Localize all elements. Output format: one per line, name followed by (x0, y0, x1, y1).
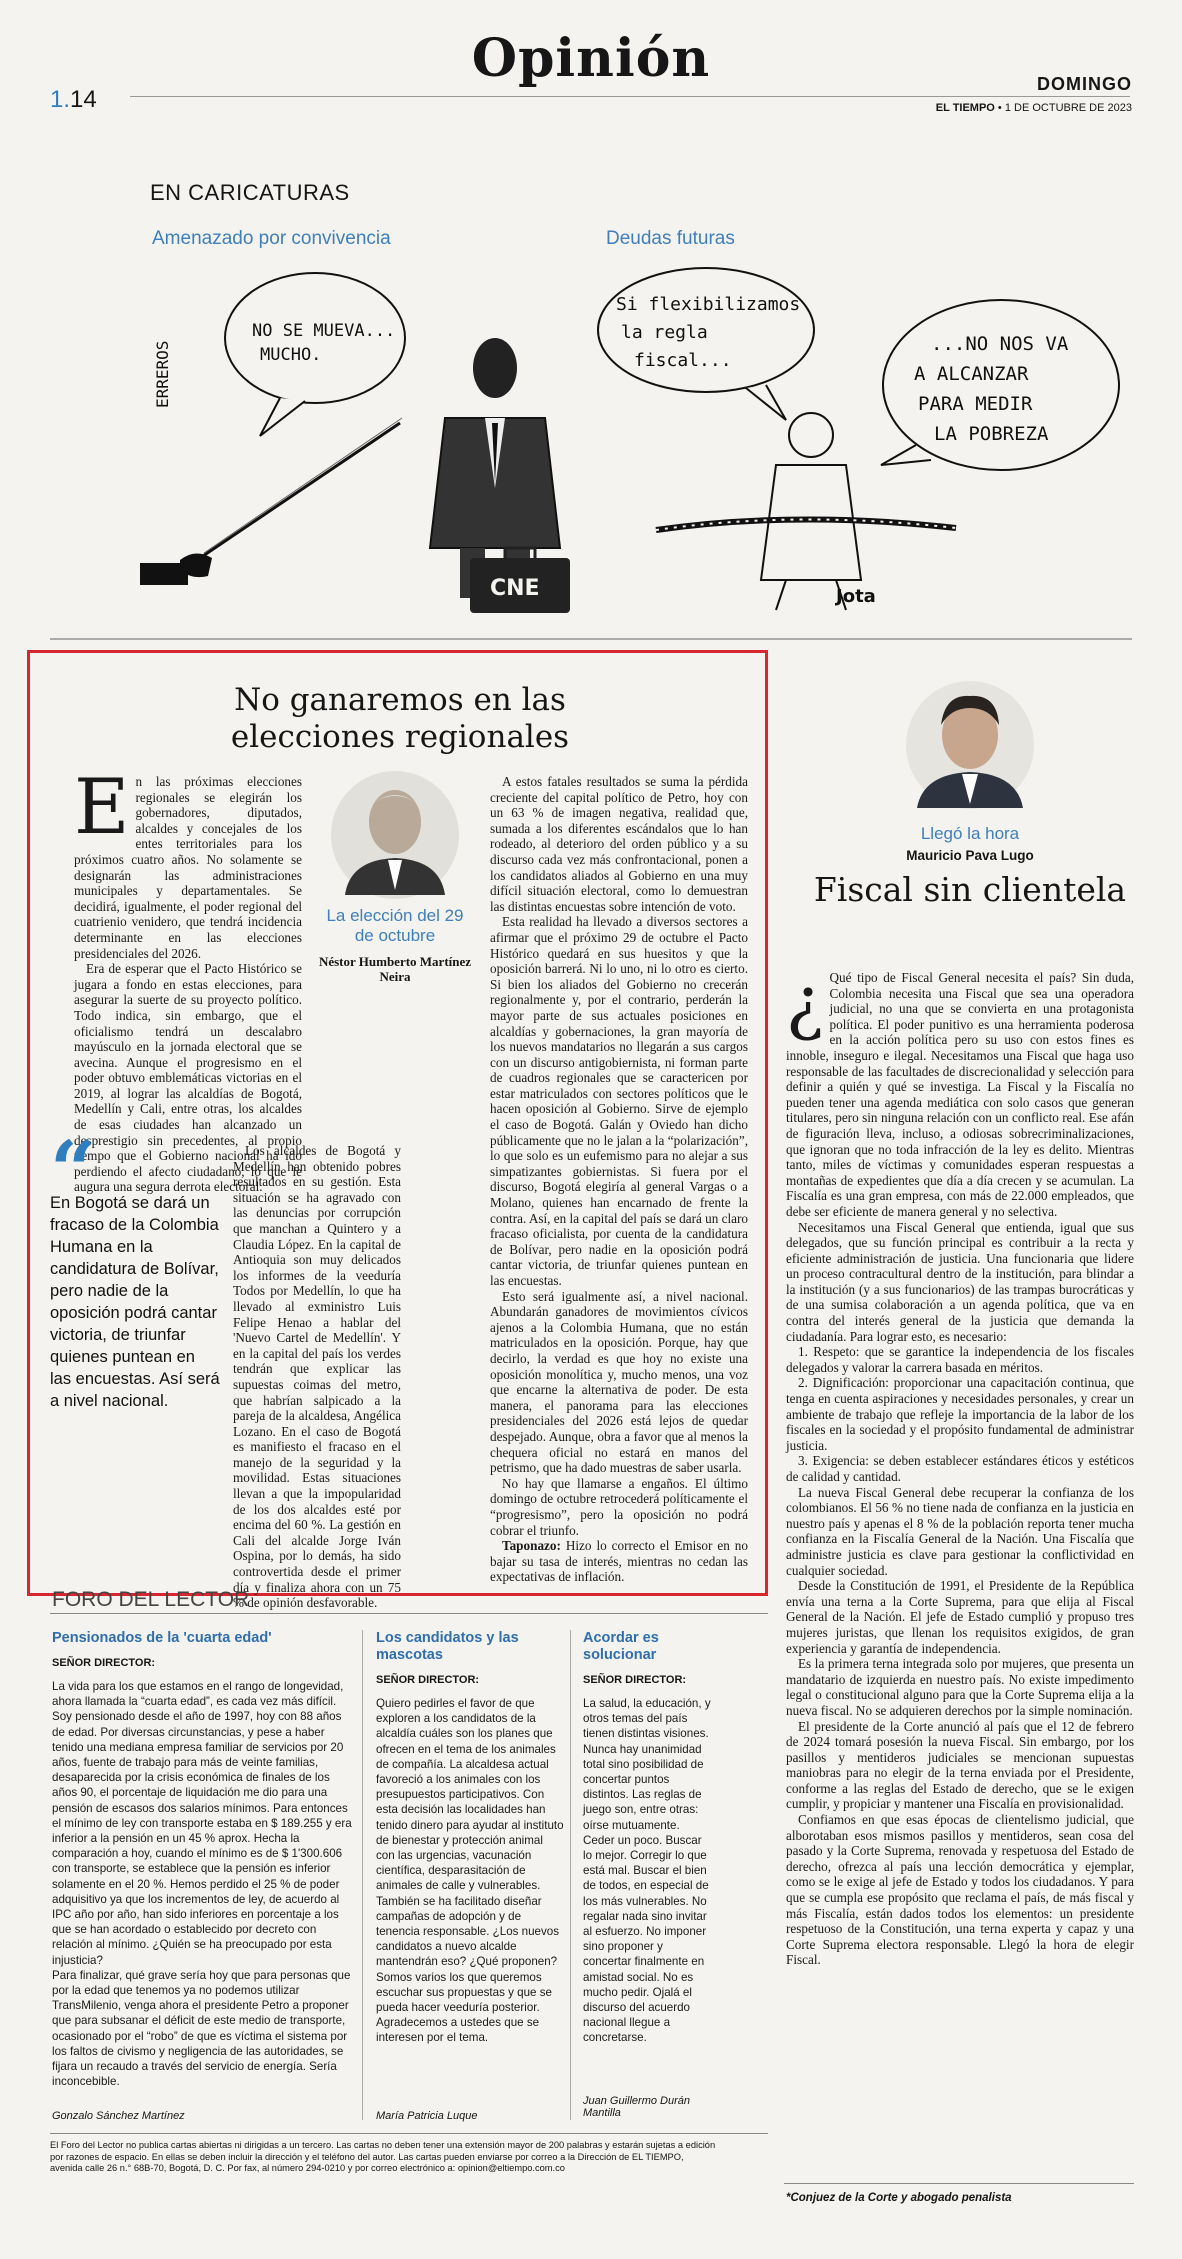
letter-1-signature: Gonzalo Sánchez Martínez (52, 2110, 185, 2122)
main-author-block (315, 770, 475, 984)
right-footnote: *Conjuez de la Corte y abogado penalista (786, 2192, 1012, 2204)
right-author-block (880, 680, 1060, 863)
pull-quote: En Bogotá se dará un fracaso de la Colombia Humana en la candidatura de Bolívar, pero nadie de la oposición podrá cantar victoria, de triunfar quienes puntean en las encuestas. Así será a nivel nacional. (50, 1194, 220, 1410)
cartoon-right-drawing (596, 260, 1136, 620)
main-article-col-1 (74, 762, 302, 1195)
right-para-6: La nueva Fiscal General debe recuperar la confianza de los colombianos. El 56 % no tiene nada de confianza en la justicia en nuestro país y apenas el 8 % de la población reporta tener mucha confianza en la Fiscalía General de la Nación. Una Fiscalía que administre justicia es clave para gestionar la conflictividad en cualquier sociedad. (786, 1484, 1134, 1578)
cartoon-left-signature: ERREROS (153, 340, 172, 408)
speech-right-line-4: LA POBREZA (934, 423, 1049, 445)
cartoon-right (596, 260, 1136, 620)
letter-3 (583, 1630, 713, 2046)
right-para-4: 2. Dignificación: proporcionar una capacitación continua, que tenga en cuenta aspiraciones y necesidades personales, y crear un ambiente de trabajo que refleje la importancia de la labor de los fiscales en la sociedad y el propósito fundamental de administrar justicia. (786, 1375, 1134, 1453)
cartoon-right-signature: Jota (836, 586, 876, 607)
main-author-photo (330, 770, 460, 900)
main-col3-para-2: Esta realidad ha llevado a diversos sectores a afirmar que el próximo 29 de octubre el Pacto Histórico quedará en sus huesitos y que la oposición barrerá. Ni lo uno, ni lo otro es cierto. Si bien los aliados del Gobierno no crecerán regionalmente y, por el contrario, perderán la mayor parte de sus actuales posiciones en alcaldías y gobernaciones, la gran mayoría de los nuevos mandatarios no llegarán a sus cargos con un discurso antigobiernista, ni forman parte de cuadros regionales que se caractericen por estar matriculados con sectores políticos que le hacen oposición al Gobierno. Sirve de ejemplo el caso de Bogotá. Galán y Oviedo han dicho públicamente que no le jalan a la “polarización”, lo que solo es un eufemismo para no alejar a sus simpatizantes gobiernistas. Si fuera por el discurso, Bogotá elegiría al general Vargas o a Molano, quienes han encarnado de frente la contra. Así, en la capital del país se dará un claro fracaso oficialista, por cuenta de la candidatura de Bolívar, pero nadie en la oposición podrá cantar victoria, de triunfar quienes puntean en las encuestas. (490, 914, 748, 1288)
main-dropcap: E (74, 762, 130, 851)
cartoons-heading: EN CARICATURAS (150, 180, 350, 205)
speech-right-line-1: ...NO NOS VA (931, 333, 1069, 355)
speech-left-line-1: Si flexibilizamos (616, 294, 801, 315)
speech-line-1: NO SE MUEVA... (252, 321, 396, 341)
right-article-body (786, 962, 1134, 1968)
letter-2-body: Quiero pedirles el favor de que exploren a los candidatos de la alcaldía cuáles son los planes que ofrecen en el tema de los animales de compañía. La alcaldesa actual favoreció a los animales con los presupuestos participativos. Con esta decisión las localidades han tenido dinero para ayudar al instituto de bienestar y protección animal con las urgencias, vacunación científica, desparasitación de animales de calle y vulnerables. También se ha facilitado diseñar campañas de adopción y de tenencia responsable. ¿Los nuevos candidatos a nuevo alcalde mantendrán eso? ¿Qué proponen? Somos varios los que queremos escuchar sus propuestas y que se pueda hacer veeduría posterior. Agradecemos a ustedes que se interesen por el tema. (376, 1697, 564, 2045)
main-author-name: Néstor Humberto Martínez Neira (318, 954, 472, 984)
right-para-3: 1. Respeto: que se garantice la independencia de los fiscales delegados y valorar la carrera basada en méritos. (786, 1344, 1134, 1375)
right-author-label: Llegó la hora (920, 824, 1020, 843)
speech-left-line-3: fiscal... (634, 350, 732, 371)
weekday: DOMINGO (1037, 74, 1132, 94)
letters-heading: FORO DEL LECTOR (52, 1588, 250, 1611)
cartoon-right-title: Deudas futuras (606, 228, 735, 249)
newspaper-name: EL TIEMPO (935, 102, 995, 114)
main-col1-para-1: n las próximas elecciones regionales se elegirán los gobernadores, diputados, alcaldes y concejales de los entes territoriales para los próximos cuatro años. No solamente se designarán las administraciones municipales y departamentales. Se decidirá, igualmente, el poder regional del cuatrienio venidero, que tendrá incidencia determinante en las elecciones presidenciales del 2026. (74, 774, 302, 961)
section-title: Opinión (471, 28, 711, 89)
briefcase-label: CNE (490, 576, 540, 601)
quote-mark-icon: “ (50, 1123, 97, 1217)
right-para-7: Desde la Constitución de 1991, el Presidente de la República envía una terna a la Corte Suprema, para que elija al Fiscal General de la Nación. El jefe de Estado cumplió y propuso tres mujeres juristas, que llenan los requisitos exigidos, de gran experiencia y garantía de independencia. (786, 1578, 1134, 1656)
letters-divider-1 (362, 1630, 363, 2120)
letters-rule (50, 1613, 768, 1614)
main-col2-para-1: Los alcaldes de Bogotá y Medellín han obtenido pobres resultados en su gestión. Esta situación se ha agravado con las denuncias por corrupción que manchan a Quintero y a Claudia López. En la capital de Antioquia son muy delicados los informes de la veeduría Todos por Medellín, lo que ha llevado al exministro Luis Felipe Henao a hablar del 'Nuevo Cartel de Medellín'. Y en la capital del país los verdes tendrán que explicar las supuestas coimas del metro, que habrían salpicado a la pareja de la alcaldesa, Angélica Lozano. En el caso de Bogotá es manifiesto el fracaso en el manejo de la seguridad y la movilidad. Estas situaciones llevan a que la impopularidad de los dos alcaldes esté por encima del 60 %. La gestión en Cali del alcalde Jorge Iván Ospina, por lo demás, ha sido controvertida desde el primer día y finaliza ahora con un 75 % de opinión desfavorable. (233, 1143, 401, 1611)
letter-2-signature: María Patricia Luque (376, 2110, 478, 2122)
letter-1-title: Pensionados de la 'cuarta edad' (52, 1630, 272, 1646)
right-para-8: Es la primera terna integrada solo por mujeres, que presenta un mandatario de izquierda en nuestro país. No existe impedimento legal o constitucional alguno para que la Corte Suprema elija a la nueva fiscal. No se adquieren derechos por la simple nominación. (786, 1656, 1134, 1718)
main-author-label: La elección del 29 de octubre (326, 906, 464, 945)
letters-divider-2 (570, 1630, 571, 2120)
letter-2-salutation: SEÑOR DIRECTOR: (376, 1674, 480, 1686)
letter-1-body: La vida para los que estamos en el rango de longevidad, ahora llamada la “cuarta edad”, es cada vez más difícil. Soy pensionado desde el año de 1997, hoy con 88 años de edad. Por diversas circunstancias, y pese a haber tenido una mediana empresa familiar de servicios por 20 años, fuente de trabajo para más de veinte familias, desaparecida por la crisis económica de finales de los años 90, el porcentaje de liquidación me dio para una pensión de escasos dos salarios mínimos. Para entonces el mínimo de ley con transporte estaba en $ 189.255 y era inferior a la pensión en un 45 % aprox. Hecha la comparación a hoy, cuando el mínimo es de $ 1'300.606 con transporte, se establece que la pensión es inferior solamente en el 20 %. Hemos perdido el 25 % de poder adquisitivo ya que los incrementos de ley, de acuerdo al IPC año por año, han sido inferiores en porcentaje a los que se han acordado o establecido por decreto con relación al mínimo. ¿Quién se ha preocupado por esta injusticia? (52, 1680, 352, 1967)
right-para-9: El presidente de la Corte anunció al país que el 12 de febrero de 2024 tomará posesión la nueva Fiscal. Sin embargo, por los pasillos y mentideros judiciales se mencionan supuestas maniobras para no elegir de la terna enviada por el Presidente, conforme a las reglas del Estado de derecho, que se le exigen cumplir, y propiciar y mantener una Fiscalía en provisionalidad. (786, 1718, 1134, 1812)
main-article-col-3 (490, 774, 748, 1585)
right-para-5: 3. Exigencia: se deben establecer estándares éticos y estéticos de calidad y cantidad. (786, 1453, 1134, 1484)
letter-1-body-2: Para finalizar, qué grave sería hoy que para personas que por la edad que tenemos ya no podemos utilizar TransMilenio, venga ahora el presidente Petro a proponer que para subsanar el déficit de este medio de transporte, ocasionado por el “robo” de que es víctima el sistema por los faltos de civismo y negligencia de las autoridades, se fijara un recaudo a través del servicio de energía. Sería inconcebible. (52, 1968, 351, 2089)
date: • 1 DE OCTUBRE DE 2023 (994, 102, 1132, 114)
right-para-10: Confiamos en que esas épocas de clientelismo judicial, que alborotaban esos mismos pasillos y mentideros, sean cosa del pasado y la Corte Suprema, renovada y respetuosa del Estado de derecho, ofrezca al país una lección democrática y ejemplar, como se le exige al jefe de Estado y todos los ciudadanos. Y para que se cumpla ese propósito que reclama el país, de más fiscal y más Fiscalía, están dados todos los elementos: un presidente respetuoso de la Constitución, una terna experta y capaz y una Corte Suprema electora responsable. Llegó la hora de elegir Fiscal. (786, 1812, 1134, 1968)
right-footnote-rule (784, 2183, 1134, 2184)
cartoon-left-title: Amenazado por convivencia (152, 228, 391, 249)
right-article-title: Fiscal sin clientela (813, 870, 1127, 909)
speech-right-line-2: A ALCANZAR (914, 363, 1029, 385)
right-dropcap: ¿ (786, 962, 824, 1044)
page-number: 1.14 (50, 86, 97, 113)
main-article-title: No ganaremos en las elecciones regionales (230, 682, 570, 755)
letter-2-title: Los candidatos y las mascotas (376, 1630, 519, 1663)
letter-1-salutation: SEÑOR DIRECTOR: (52, 1657, 156, 1669)
right-author-name: Mauricio Pava Lugo (906, 848, 1034, 863)
letter-3-salutation: SEÑOR DIRECTOR: (583, 1674, 687, 1686)
main-col3-para-3: Esto será igualmente así, a nivel nacional. Abundarán ganadores de movimientos cívicos ajenos a la Colombia Humana, que no están matriculados en la oposición. Porque, hay que decirlo, la verdad es que hoy no existe una oposición monolítica y, mucho menos, una voz que encarne la alternativa de poder. De esta manera, el panorama para las elecciones presidenciales del 2026 está lejos de quedar despejado. Aunque, obra a favor que al menos la chequera oficial no estará en manos del petrismo, que ha dado muestras de saber usarla. (490, 1288, 748, 1476)
main-col3-para-1: A estos fatales resultados se suma la pérdida creciente del capital político de Petro, hoy con un 63 % de imagen negativa, realidad que, sumada a los diferentes escándalos que lo han rodeado, al deterioro del orden público y a su discurso cada vez más confrontacional, ponen a los candidatos aliados al Gobierno en una muy difícil situación electoral, como lo demuestran las distintas encuestas sobre intención de voto. (490, 774, 748, 914)
cartoon-left-drawing (140, 258, 580, 618)
letter-3-body: La salud, la educación, y otros temas del país tienen distintas visiones. Nunca hay unanimidad total sino posibilidad de concertar puntos distintos. Las reglas de juego son, entre otras: oírse mutuamente. Ceder un poco. Buscar lo mejor. Corregir lo que está mal. Buscar el bien de todos, en especial de los más vulnerables. No regalar nada sino invitar al esfuerzo. No imponer sino proponer y concertar finalmente en amistad social. No es mucho pedir. Ojalá el discurso del acuerdo nacional llegue a concretarse. (583, 1697, 711, 2045)
right-para-1: Qué tipo de Fiscal General necesita el país? Sin duda, Colombia necesita una Fiscal que sea una operadora judicial, no una que se convierta en una protagonista política. El poder punitivo es una herramienta poderosa en la acción política pero su uso con estos fines es innoble, inseguro e ilegal. Necesitamos una Fiscal que haga uso responsable de las facultades de discrecionalidad y selección para definir a quién y qué se investiga. La Fiscal y la Fiscalía no pueden tener una agenda mediática con solo casos que generan titulares, pero sin ninguna relación con un conflicto real. Ese afán de figuración lleva, incluso, a odiosas sobrecriminalizaciones, que ignoran que no toda infracción de la ley es delito. Mientras tanto, miles de víctimas y comunidades esperan respuestas a montañas de expedientes que día a día crecen y se acumulan. La Fiscalía es una gran empresa, con más de 22.000 empleados, que debe ser eficiente de manera general y no selectiva. (786, 970, 1134, 1219)
letter-3-signature: Juan Guillermo Durán Mantilla (583, 2095, 690, 2119)
dateline (936, 102, 1132, 114)
main-col3-taponazo: Taponazo: Hizo lo correcto el Emisor en no bajar su tasa de interés, mientras no cedan las expectativas de inflación. (490, 1538, 748, 1585)
main-col1-para-2: Era de esperar que el Pacto Histórico se jugara a fondo en estas elecciones, para asegurar la suerte de su proyecto político. Todo indica, sin embargo, que el oficialismo tendrá un descalabro mayúsculo en la jornada electoral que se avecina. Aunque el progresismo en el poder obtuvo emblemáticas victorias en el 2019, al lograr las alcaldías de Bogotá, Medellín y Cali, entre otras, los alcaldes de esas ciudades han alcanzado un desprestigio sin precedentes, al propio tiempo que el Gobierno nacional ha ido perdiendo el afecto ciudadano, lo que le augura una segura derrota electoral. (74, 961, 302, 1195)
speech-line-2: MUCHO. (260, 345, 322, 365)
letters-footer: El Foro del Lector no publica cartas abiertas ni dirigidas a un tercero. Las cartas no deben tener una extensión mayor de 200 palabras y estarán sujetas a edición por razones de espacio. En ellas se deben incluir la dirección y el teléfono del autor. Las cartas pueden enviarse por correo a la Dirección de EL TIEMPO, avenida calle 26 n.° 68B-70, Bogotá, D. C. Por fax, al número 294-0210 y por correo electrónico a: opinion@eltiempo.com.co (50, 2140, 716, 2173)
right-author-photo (905, 680, 1035, 810)
main-col3-para-4: No hay que llamarse a engaños. El último domingo de octubre retrocederá políticamente el “progresismo”, pero la oposición no podrá cobrar el triunfo. (490, 1475, 748, 1538)
letter-2 (376, 1630, 564, 2046)
letter-1 (52, 1630, 357, 2089)
cartoon-left (140, 258, 580, 618)
speech-right-line-3: PARA MEDIR (918, 393, 1033, 415)
letters-bottom-rule (50, 2133, 768, 2134)
main-article-col-2 (233, 1143, 401, 1611)
speech-left-line-2: la regla (621, 322, 708, 343)
right-para-2: Necesitamos una Fiscal General que entienda, igual que sus delegados, que su función principal es contribuir a la recta y eficiente administración de justicia. Una funcionaria que lidere un proceso contracultural dentro de la institución, para blindar a la institución (y a sus funcionarios) de las trampas burocráticas y de una sumisa colaboración a un agenda política, que va en contra del interés general de la justicia que demanda la ciudadanía. Para lograr esto, es necesario: (786, 1219, 1134, 1344)
header-rule (130, 96, 1130, 97)
cartoons-divider (50, 638, 1132, 640)
letter-3-title: Acordar es solucionar (583, 1630, 659, 1663)
